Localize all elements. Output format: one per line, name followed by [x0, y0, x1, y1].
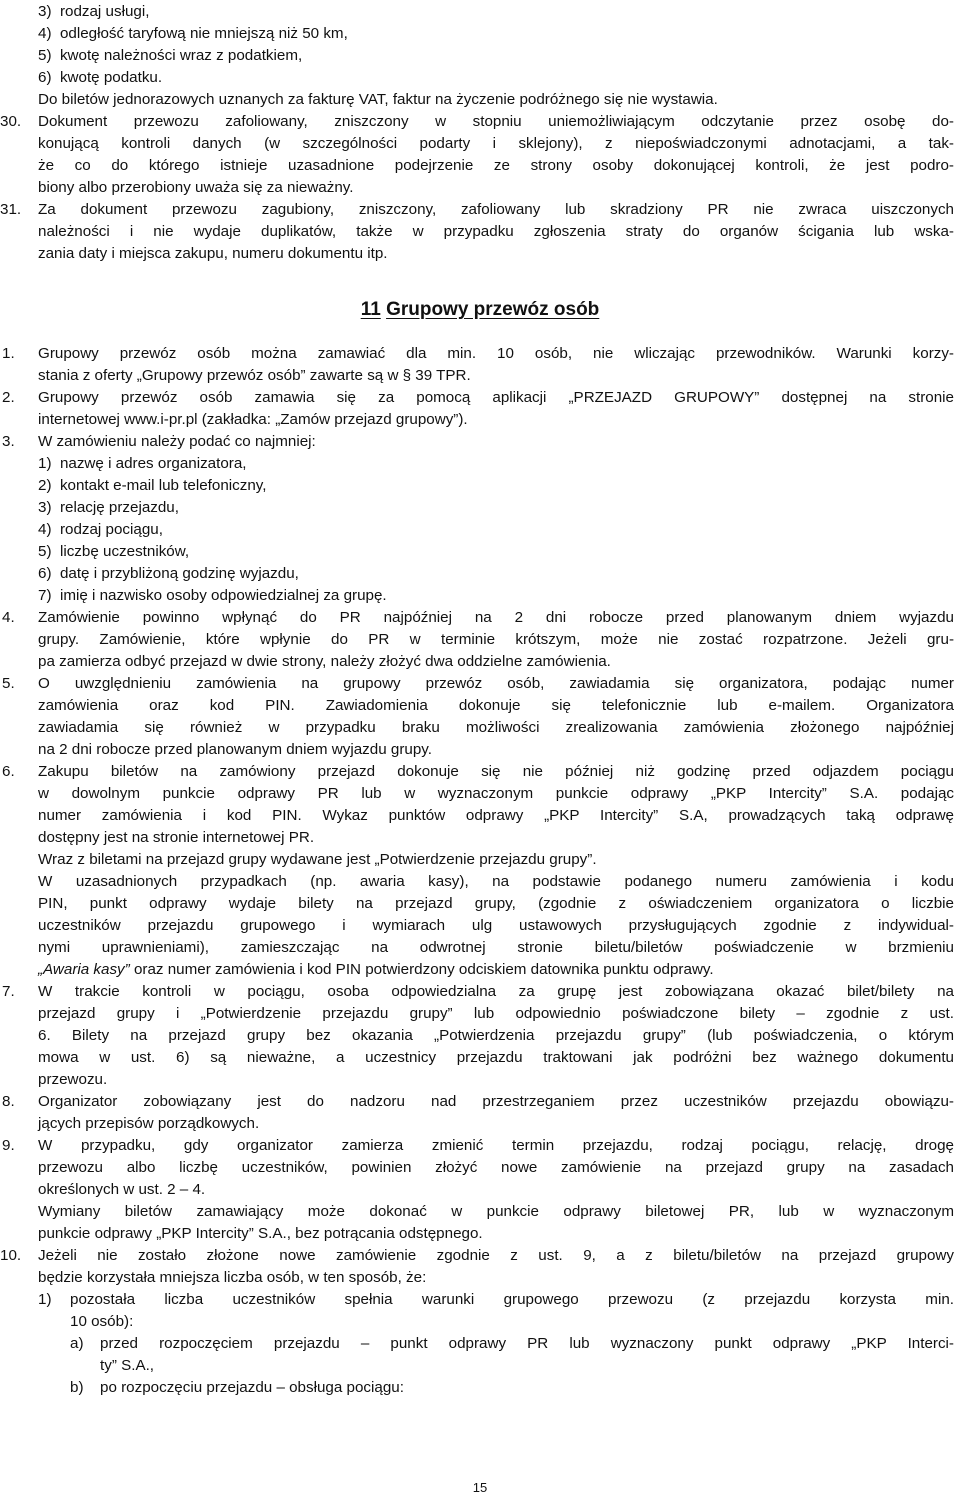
text-line: Organizator zobowiązany jest do nadzoru nad przestrzeganiem przez uczestników przejazdu obowiązu-: [38, 1093, 954, 1110]
text-line: dostępny jest na stronie internetowej PR.: [38, 829, 315, 846]
text-line: Wraz z biletami na przejazd grupy wydawane jest „Potwierdzenie przejazdu grupy”.: [38, 851, 597, 868]
item-number: 10.: [0, 1247, 22, 1264]
text-line: Do biletów jednorazowych uznanych za fakturę VAT, faktur na życzenie podróżnego się nie wystawia.: [38, 91, 718, 108]
text-line: [38, 958, 954, 981]
text-line: konującą kontroli danych (w szczególności podarty i sklejony), z niepoświadczonymi adnotacjami, a tak-: [38, 135, 954, 152]
item-number: 6.: [2, 763, 15, 780]
text-line: Grupowy przewóz osób zamawia się za pomocą aplikacji „PRZEJAZD GRUPOWY” dostępnej na stronie: [38, 389, 954, 406]
text-line: 6) kwotę podatku.: [38, 69, 163, 86]
item-number: 2.: [2, 389, 15, 406]
list-item: 3) relację przejazdu,: [38, 499, 179, 516]
text-line: internetowej www.i-pr.pl (zakładka: „Zamów przejazd grupowy”).: [38, 411, 468, 428]
section-number: 11: [360, 299, 381, 320]
list-item: 5) liczbę uczestników,: [38, 543, 190, 560]
text-line: 5) kwotę należności wraz z podatkiem,: [38, 47, 303, 64]
list-item: 1) nazwę i adres organizatora,: [38, 455, 247, 472]
text-line: Zakupu biletów na zamówiony przejazd dokonuje się nie później niż godzinę przed odjazdem pociągu: [38, 763, 954, 780]
text-line: Zamówienie powinno wpłynąć do PR najpóźniej na 2 dni robocze przed planowanym dniem wyjazdu: [38, 609, 954, 626]
text-line: przed rozpoczęciem przejazdu – punkt odprawy PR lub wyznaczony punkt odprawy „PKP Interci-: [100, 1335, 954, 1352]
text-line: zania daty i miejsca zakupu, numeru dokumentu itp.: [38, 245, 388, 262]
text-line: numer zamówienia i kod PIN. Wykaz punktów odprawy „PKP Intercity” S.A, prowadzących taką odprawę: [38, 807, 954, 824]
text-line: W trakcie kontroli w pociągu, osoba odpowiedzialna za grupę jest zobowiązana okazać bilet/bilety na: [38, 983, 954, 1000]
text-line: należności i nie wydaje duplikatów, także w przypadku zgłoszenia straty do organów ścigania lub wska-: [38, 223, 954, 240]
text-line: 10 osób):: [70, 1313, 134, 1330]
text-line: Grupowy przewóz osób można zamawiać dla min. 10 osób, nie wliczając przewodników. Warunki korzy-: [38, 345, 954, 362]
text-line: na 2 dni robocze przed planowanym dniem wyjazdu grupy.: [38, 741, 432, 758]
text-line: punkcie odprawy „PKP Intercity” S.A., bez potrącania odstępnego.: [38, 1225, 483, 1242]
item-number: 30.: [0, 113, 22, 130]
text-line: biony albo przerobiony uważa się za nieważny.: [38, 179, 354, 196]
list-item: 6) datę i przybliżoną godzinę wyjazdu,: [38, 565, 299, 582]
section-title: Grupowy przewóz osób: [386, 299, 600, 320]
item-number: 31.: [0, 201, 22, 218]
item-number: 9.: [2, 1137, 15, 1154]
text-line: że co do którego istnieje uzasadnione podejrzenie ze strony osoby dokonującej kontroli, że jest podro-: [38, 157, 954, 174]
text-line: O uwzględnieniu zamówienia na grupowy przewóz osób, zawiadamia się organizatora, podając numer: [38, 675, 954, 692]
sub-item-number: 1): [38, 1291, 52, 1308]
item-number: 4.: [2, 609, 15, 626]
text-line: jących przepisów porządkowych.: [38, 1115, 260, 1132]
list-item: 2) kontakt e-mail lub telefoniczny,: [38, 477, 267, 494]
text-line: przejazd grupy i „Potwierdzenie przejazdu grupy” lub odpowiednio poświadczone bilety – zgodnie z ust.: [38, 1005, 954, 1022]
text-line: w dowolnym punkcie odprawy PR lub w wyznaczonym punkcie odprawy „PKP Intercity” S.A. podając: [38, 785, 954, 802]
item-number: 1.: [2, 345, 15, 362]
text-line: będzie korzystała mniejsza liczba osób, w ten sposób, że:: [38, 1269, 427, 1286]
text-fragment: oraz numer zamówienia i kod PIN potwierdzony odciskiem datownika punktu odprawy.: [129, 961, 714, 978]
item-number: 7.: [2, 983, 15, 1000]
sub-item-letter: b): [70, 1379, 84, 1396]
text-line: W uzasadnionych przypadkach (np. awaria kasy), na podstawie podanego numeru zamówienia i kodu: [38, 873, 954, 890]
text-line: 6. Bilety na przejazd grupy bez okazania „Potwierdzenia przejazdu grupy” (lub poświadczenia, o którym: [38, 1027, 954, 1044]
text-line: przewozu.: [38, 1071, 108, 1088]
awaria-kasy-label: „Awaria kasy”: [38, 961, 130, 978]
text-line: uczestników przejazdu grupowego i wymiarach ulg ustawowych przysługujących zgodnie z indywidual-: [38, 917, 954, 934]
text-line: stania z oferty „Grupowy przewóz osób” zawarte są w § 39 TPR.: [38, 367, 471, 384]
text-line: PIN, punkt odprawy wydaje bilety na przejazd grupy, (zgodnie z oświadczeniem organizatora o liczbie: [38, 895, 954, 912]
item-number: 3.: [2, 433, 15, 450]
sub-item-letter: a): [70, 1335, 84, 1352]
item-number: 5.: [2, 675, 15, 692]
item-number: 8.: [2, 1093, 15, 1110]
text-line: 3) rodzaj usługi,: [38, 3, 150, 20]
text-line: W przypadku, gdy organizator zamierza zmienić termin przejazdu, rodzaj pociągu, relację, drogę: [38, 1137, 954, 1154]
page-number: 15: [472, 1480, 488, 1495]
text-line: Dokument przewozu zafoliowany, zniszczony w stopniu uniemożliwiającym odczytanie przez osobę do-: [38, 113, 954, 130]
text-line: zamówienia oraz kod PIN. Zawiadomienia dokonuje się telefonicznie lub e-mailem. Organizatora: [38, 697, 954, 714]
text-line: mowa w ust. 6) są nieważne, a uczestnicy przejazdu traktowani jak podróżni bez ważnego dokumentu: [38, 1049, 954, 1066]
section-heading: [0, 297, 960, 323]
text-line: przewozu albo liczbę uczestników, powinien złożyć nowe zamówienie na przejazd grupy na zasadach: [38, 1159, 954, 1176]
text-line: pa zamierza odbyć przejazd w dwie strony, należy złożyć dwa oddzielne zamówienia.: [38, 653, 611, 670]
text-line: po rozpoczęciu przejazdu – obsługa pociągu:: [100, 1379, 404, 1396]
text-line: Wymiany biletów zamawiający może dokonać w punkcie odprawy biletowej PR, lub w wyznaczonym: [38, 1203, 954, 1220]
text-line: Jeżeli nie zostało złożone nowe zamówienie zgodnie z ust. 9, a z biletu/biletów na przejazd grupowy: [38, 1247, 954, 1264]
text-line: ty” S.A.,: [100, 1357, 155, 1374]
text-line: 4) odległość taryfową nie mniejszą niż 50 km,: [38, 25, 348, 42]
text-line: nymi uprawnieniami), zamieszczając na odwrotnej stronie biletu/biletów poświadczenie w brzmieniu: [38, 939, 954, 956]
list-item: 7) imię i nazwisko osoby odpowiedzialnej za grupę.: [38, 587, 387, 604]
text-line: W zamówieniu należy podać co najmniej:: [38, 433, 316, 450]
text-line: Za dokument przewozu zagubiony, zniszczony, zafoliowany lub skradziony PR nie zwraca uiszczonych: [38, 201, 954, 218]
text-line: pozostała liczba uczestników spełnia warunki grupowego przewozu (z przejazdu korzysta min.: [70, 1291, 954, 1308]
list-item: 4) rodzaj pociągu,: [38, 521, 163, 538]
text-line: zawiadamia się również w przypadku braku możliwości zrealizowania zamówienia złożonego najpóźniej: [38, 719, 954, 736]
text-line: określonych w ust. 2 – 4.: [38, 1181, 206, 1198]
text-line: grupy. Zamówienie, które wpłynie do PR w terminie krótszym, może nie zostać rozpatrzone. Jeżeli gru-: [38, 631, 954, 648]
